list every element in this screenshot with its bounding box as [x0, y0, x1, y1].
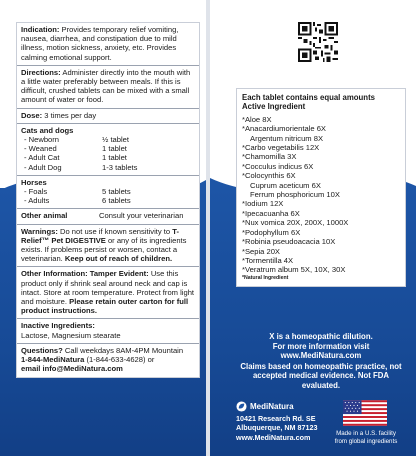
more-info-note: For more information visit www.MediNatura.com	[272, 341, 370, 361]
dose-row	[21, 187, 195, 196]
horses-section	[17, 176, 199, 210]
directions-section	[17, 66, 199, 109]
warnings-section	[17, 225, 199, 268]
dose-row-amount: ½ tablet	[102, 135, 130, 145]
company-address	[236, 414, 317, 442]
homeopathic-note	[236, 332, 406, 361]
dose-label: Dose:	[21, 110, 43, 120]
ingredient-item: Argentum nitricum 8X	[250, 133, 324, 143]
leaf-logo-icon	[236, 401, 247, 412]
dose-row-amount: 1-3 tablets	[102, 162, 138, 172]
other-info-text: Use this product only if shrink seal around neck and cap is intact. Store at room temperature. Protect from light and moisture.	[21, 269, 195, 307]
indication-label: Indication:	[21, 25, 60, 34]
cats-dogs-title: Cats and dogs	[21, 125, 74, 135]
ingredient-item: Cuprum aceticum 6X	[250, 180, 321, 190]
other-animal-section	[17, 209, 199, 224]
brand-logo	[236, 401, 294, 412]
dose-row	[21, 144, 195, 153]
ingredient-item: *Iodium 12X	[242, 199, 284, 209]
product-name: T-Relief™ Pet DIGESTIVE	[21, 226, 180, 245]
dose-row-amount: 1 tablet	[102, 144, 127, 154]
questions-label: Questions?	[21, 345, 63, 355]
dose-row-name: - Adults	[24, 196, 50, 206]
dose-row	[21, 153, 195, 162]
ingredient-item: *Podophyllum 6X	[242, 227, 301, 237]
other-animal-row	[21, 211, 195, 220]
retain-carton-note: Please retain outer carton for full product instructions.	[21, 297, 189, 316]
cats-dogs-section	[17, 124, 199, 176]
claims-disclaimer: Claims based on homeopathic practice, not accepted medical evidence. Not FDA evaluated.	[240, 362, 402, 390]
made-in-usa-text: Made in a U.S. facility from global ingredients	[334, 430, 398, 445]
dose-text: 3 times per day	[44, 110, 97, 120]
other-animal-text: Consult your veterinarian	[99, 211, 184, 221]
warnings-text-2: or any of its ingredients exists. If problems persist or worsen, contact a veterinarian.	[21, 235, 187, 264]
questions-section	[17, 344, 199, 377]
ingredient-item: *Carbo vegetabilis 12X	[242, 143, 320, 153]
dose-row-amount: 6 tablets	[102, 196, 131, 206]
address-street: 10421 Research Rd. SE	[236, 414, 316, 423]
qr-code-icon[interactable]	[298, 22, 338, 62]
address-website: www.MediNatura.com	[236, 432, 311, 442]
email-line: email info@MediNatura.com	[21, 364, 123, 374]
indication-section	[17, 23, 199, 66]
inactive-label: Inactive Ingredients:	[21, 321, 95, 331]
directions-label: Directions:	[21, 67, 61, 77]
indication-text: Provides temporary relief vomiting, nausea, diarrhea, and constipation due to mild illness, motion sickness, anxiety, etc. Provides calming emotional support.	[21, 25, 179, 62]
ingredient-item: *Chamomilla 3X	[242, 152, 297, 162]
dose-row-name: - Adult Cat	[24, 153, 60, 163]
other-info-label: Other Information: Tamper Evident:	[21, 269, 149, 279]
keep-out-of-reach: Keep out of reach of children.	[64, 254, 173, 264]
horses-title: Horses	[21, 177, 47, 187]
dose-row-amount: 5 tablets	[102, 187, 131, 197]
active-ingredients-box	[236, 88, 406, 287]
or-text: or	[147, 355, 155, 365]
phone-number-alt: (1-844-633-4628)	[86, 355, 146, 365]
right-label-panel	[210, 0, 416, 456]
active-ingredient-heading: Active Ingredient	[242, 102, 306, 112]
dose-row	[21, 135, 195, 144]
ingredient-item: *Sepia 20X	[242, 246, 280, 256]
other-animal-label: Other animal	[21, 211, 68, 221]
drug-facts-box	[16, 22, 200, 378]
dose-row-name: - Newborn	[24, 135, 60, 145]
ingredient-item: *Tormentilla 4X	[242, 255, 294, 265]
warnings-label: Warnings:	[21, 226, 58, 236]
address-city: Albuquerque, NM 87123	[236, 423, 318, 433]
ingredient-item: *Colocynthis 6X	[242, 171, 296, 181]
inactive-text: Lactose, Magnesium stearate	[21, 330, 121, 340]
dose-row-name: - Foals	[24, 187, 48, 197]
dose-row-name: - Weaned	[24, 144, 57, 154]
directions-text: Administer directly into the mouth with a little water preferably between meals. If this is difficult, crushed tablets can be mixed with a small amount of water or food.	[21, 67, 191, 105]
dose-row	[21, 163, 195, 172]
other-info-section	[17, 267, 199, 319]
brand-name: MediNatura	[250, 402, 294, 411]
ingredient-item: *Veratrum album 5X, 10X, 30X	[242, 265, 346, 275]
ingredient-item: *Ipecacuanha 6X	[242, 208, 300, 218]
dilution-note: X is a homeopathic dilution.	[269, 332, 373, 341]
ingredient-item: *Aloe 8X	[242, 114, 272, 124]
phone-number: 1-844-MediNatura	[21, 355, 85, 365]
equal-amounts-heading: Each tablet contains equal amounts	[242, 93, 376, 102]
left-label-panel	[0, 0, 206, 456]
dose-row	[21, 196, 195, 205]
ingredient-item: *Nux vomica 20X, 200X, 1000X	[242, 218, 349, 228]
ingredient-item: *Cocculus indicus 6X	[242, 161, 314, 171]
ingredient-item: *Anacardiumorientale 6X	[242, 124, 327, 134]
dose-section	[17, 109, 199, 124]
ingredient-item: Ferrum phosphoricum 10X	[250, 190, 340, 200]
dose-row-name: - Adult Dog	[24, 162, 62, 172]
questions-text: Call weekdays 8AM-4PM Mountain	[64, 345, 184, 355]
dose-row-amount: 1 tablet	[102, 153, 127, 163]
us-flag-icon	[343, 400, 387, 426]
ingredient-item: *Robinia pseudoacacia 10X	[242, 237, 336, 247]
phone-line	[21, 355, 195, 364]
natural-ingredient-footnote: *Natural Ingredient	[242, 274, 289, 281]
warnings-text: Do not use if known sensitivity to	[59, 226, 171, 236]
inactive-section	[17, 319, 199, 343]
